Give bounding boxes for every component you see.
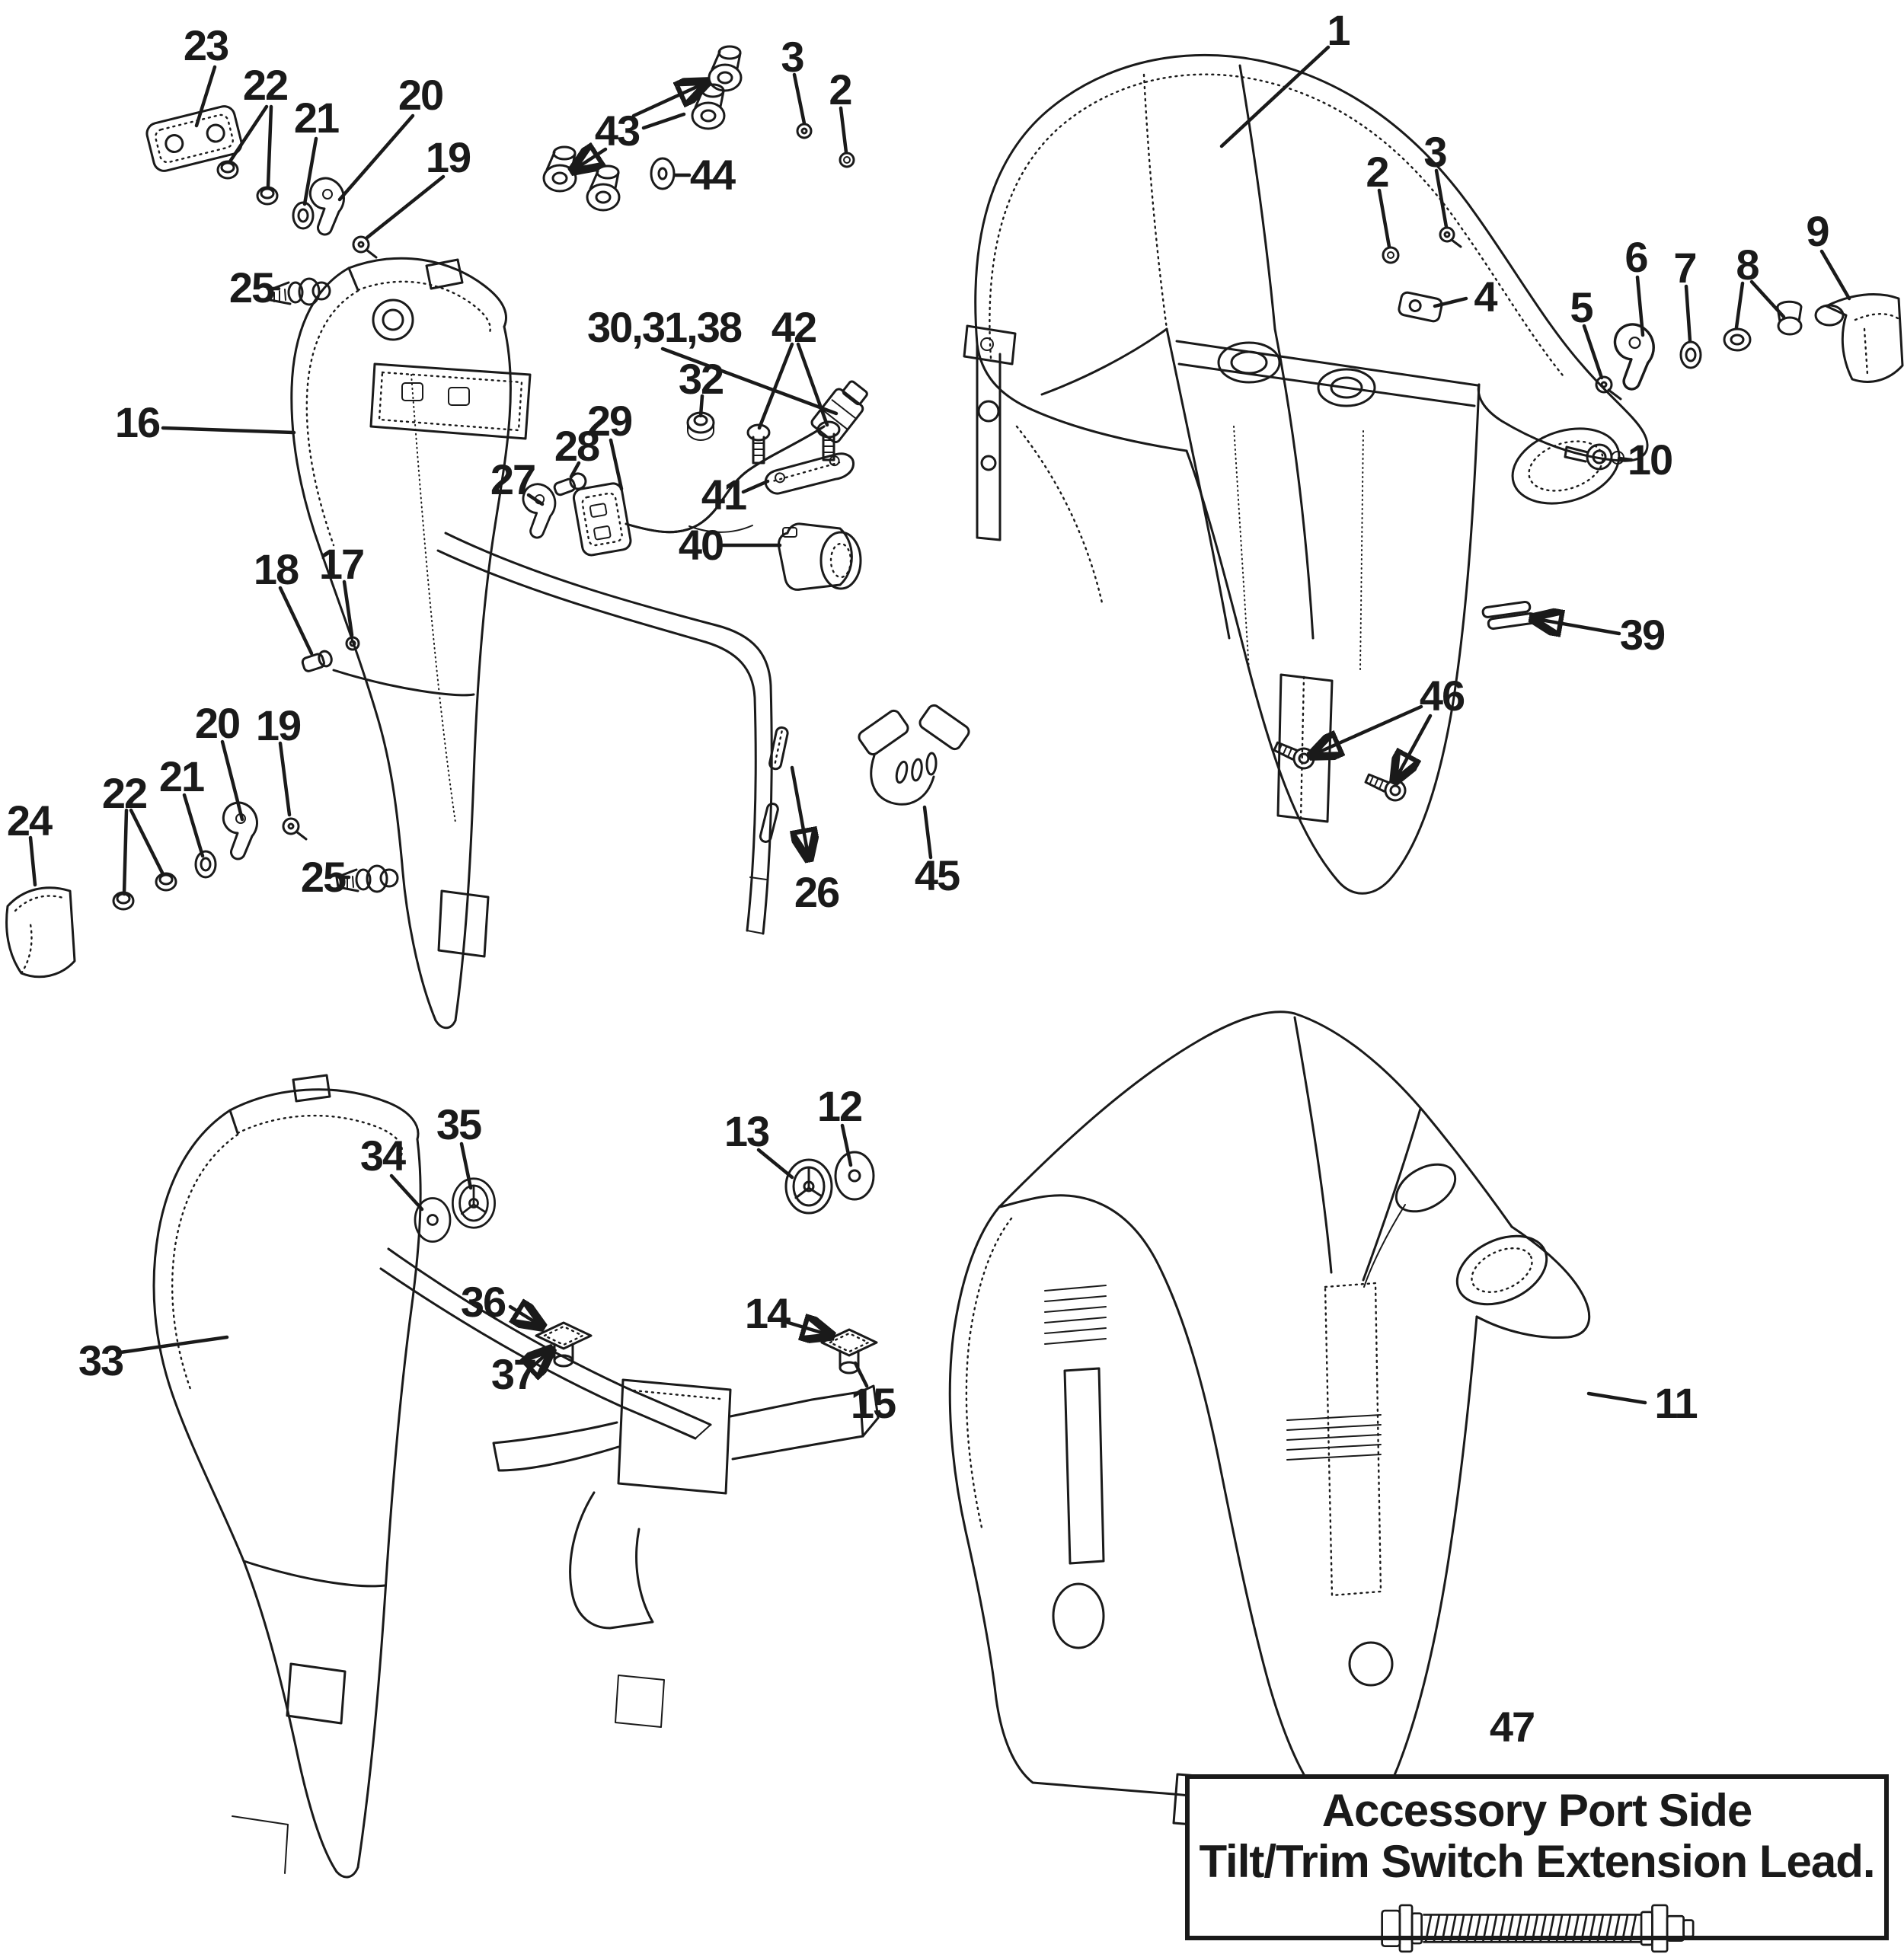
callout-23: 23: [183, 21, 228, 69]
callout-1: 1: [1327, 6, 1350, 54]
note-box: [1185, 1774, 1889, 1940]
callout-19: 19: [255, 701, 301, 749]
callout-47: 47: [1489, 1703, 1535, 1751]
callout-39: 39: [1619, 611, 1665, 659]
callout-10: 10: [1627, 436, 1672, 484]
callout-14: 14: [744, 1289, 790, 1337]
callout-15: 15: [850, 1379, 896, 1427]
callout-28: 28: [554, 422, 599, 470]
callout-36: 36: [460, 1278, 506, 1326]
callout-43: 43: [594, 107, 640, 155]
callout-19: 19: [425, 133, 471, 181]
callout-5: 5: [1570, 283, 1593, 331]
extension-lead-drawing: [1358, 1892, 1716, 1954]
callout-18: 18: [253, 545, 299, 593]
callout-11: 11: [1654, 1379, 1697, 1427]
callout-4: 4: [1474, 273, 1497, 321]
callout-2: 2: [829, 65, 851, 113]
callout-7: 7: [1673, 244, 1696, 292]
callout-33: 33: [78, 1336, 123, 1384]
callout-25: 25: [228, 263, 274, 311]
callout-9: 9: [1806, 207, 1829, 255]
callout-20: 20: [194, 699, 240, 747]
callout-17: 17: [318, 540, 364, 588]
callout-8: 8: [1736, 241, 1759, 289]
callout-22: 22: [242, 61, 288, 109]
callout-29: 29: [586, 397, 632, 445]
callout-30-31-38: 30,31,38: [587, 303, 741, 351]
callout-3: 3: [781, 33, 803, 81]
callout-26: 26: [794, 868, 839, 916]
callout-27: 27: [490, 455, 535, 503]
callout-22: 22: [101, 769, 147, 817]
callout-24: 24: [6, 797, 52, 844]
callout-37: 37: [490, 1350, 536, 1398]
callout-32: 32: [678, 355, 724, 403]
callout-44: 44: [689, 151, 735, 199]
note-line-1: Accessory Port Side: [1321, 1785, 1752, 1836]
callout-42: 42: [771, 303, 816, 351]
callout-45: 45: [914, 851, 960, 899]
callout-25: 25: [300, 853, 346, 901]
callout-12: 12: [816, 1082, 862, 1130]
callout-46: 46: [1419, 672, 1465, 720]
callout-2: 2: [1366, 148, 1388, 196]
callout-16: 16: [114, 398, 160, 446]
callout-34: 34: [359, 1132, 405, 1180]
callout-40: 40: [678, 521, 724, 569]
callout-21: 21: [293, 94, 339, 142]
note-line-2: Tilt/Trim Switch Extension Lead.: [1199, 1836, 1875, 1888]
callout-35: 35: [436, 1100, 481, 1148]
callout-21: 21: [158, 752, 204, 800]
callout-41: 41: [701, 471, 746, 519]
callout-13: 13: [724, 1107, 769, 1155]
callout-20: 20: [398, 71, 443, 119]
callout-3: 3: [1423, 128, 1446, 176]
callout-6: 6: [1624, 233, 1647, 281]
